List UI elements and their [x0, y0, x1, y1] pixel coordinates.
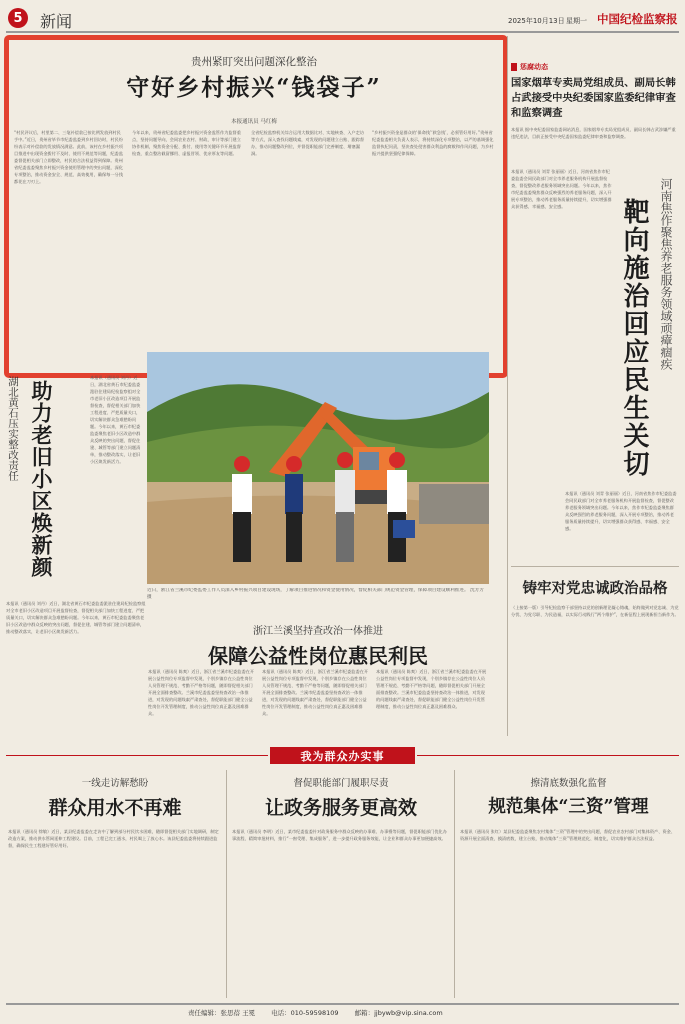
- section-label-box: [511, 62, 548, 72]
- banner-rule-right: [417, 755, 679, 756]
- section-label: 惩腐动态: [520, 63, 548, 71]
- bottom-3-headline: 规范集体“三资”管理: [488, 797, 649, 817]
- left-feature-kicker: 湖北黄石压实整改责任: [7, 376, 19, 481]
- middle-kicker: 浙江兰溪坚持查改治一体推进: [253, 626, 383, 637]
- right-news-headline: 国家烟草专卖局党组成员、副局长韩占武接受中央纪委国家监委纪律审查和监察调查: [511, 77, 676, 119]
- section-name: 新闻: [40, 12, 73, 31]
- footer-divider: [6, 1003, 679, 1005]
- bottom-2-body: 本报讯（通讯员 李明）近日，某市纪委监委针对政务服务中群众反映的办事难、办事慢等问题，督促职能部门优化办事流程、精简审批材料，推行“一窗受理、集成服务”，进一步提升政务服务效能，让企业和群众办事更加便捷高效。: [232, 829, 447, 841]
- bottom-3-body: 本报讯（通讯员 张红）某县纪委监委聚焦农村集体“三资”管理中的突出问题，督促农业农村部门对集体资产、资金、资源开展全面清查，摸清底数，建立台账，推动集体“三资”管理规范化、制度化，切实维护群众合法权益。: [460, 829, 676, 841]
- right-feature-body-2: 本报讯（通讯员 刘青 张丽丽）近日，河南省焦作市纪委监委会同民政部门对全市养老服务机构开展监督检查，督促整改养老服务领域突出问题。今年以来，焦作市纪委监委聚焦群众反映强烈的养老服务问题，深入开展专项整治，推动养老服务质量持续提升，切实增强群众获得感、幸福感、安全感。: [565, 491, 677, 531]
- bottom-1-kicker: 一线走访解愁盼: [81, 778, 149, 789]
- section-marker-icon: [511, 63, 517, 71]
- banner-box: [270, 747, 415, 764]
- right-column-break: [511, 566, 679, 567]
- issue-date: 2025年10月13日: [508, 17, 565, 25]
- footer-line: [188, 1008, 443, 1017]
- bottom-2-kicker: 督促职能部门履职尽责: [293, 778, 389, 789]
- footer-editor: 责任编辑：张思蓓 王冕: [188, 1009, 256, 1017]
- construction-site-photo: [147, 352, 489, 584]
- right-column-headline: 铸牢对党忠诚政治品格: [522, 580, 668, 597]
- lead-body-col-2: 今年以来，贵州省纪委监委把乡村振兴资金监管作为监督重点，坚持问题导向，会同农业农村、财政、审计等部门建立协作机制，聚焦资金分配、拨付、使用等关键环节开展监督检查，重点整治截留挪用、虚报冒领、优亲厚友等问题。: [132, 130, 241, 156]
- footer-phone: 电话：010-59598109: [271, 1009, 339, 1017]
- photo-caption-text: 近日，浙江省兰溪市纪委监委工作人员深入乡村振兴项目建设现场，了解项目推进情况和资金使用情况，督促相关部门规范资金管理，保障项目建设顺利推进。: [147, 588, 469, 593]
- lead-body-col-4: “乡村振兴资金是群众的‘保命钱’‘救急钱’，必须管好用好。”贵州省纪委监委相关负责人表示，将持续深化专项整治，以严的基调强化监督执纪问责，坚决查处侵害群众利益的腐败和作风问题，为乡村振兴提供坚强纪律保障。: [372, 130, 494, 156]
- middle-body-col-2: 本报讯（通讯员 陈爽）近日，浙江省兰溪市纪委监委在开展公益性岗位专项监督中发现，个别乡镇存在公益性岗位人员管理不规范、考勤不严格等问题，随即督促相关部门开展全面排查整改。兰溪市纪委监委坚持查改治一体推进，对发现的问题线索严肃查处，督促职能部门健全公益性岗位开发管理制度，推动公益性岗位真正惠及困难群众。: [262, 669, 369, 716]
- right-column-body: （上接第一版）引导纪检监察干部坚持以党的创新理论凝心铸魂，始终做到对党忠诚、为党分忧、为党尽职、为民造福，以实际行动践行“两个维护”，在新征程上展现新担当新作为。: [511, 605, 679, 617]
- right-feature-headline: 靶向施治回应民生关切: [619, 198, 649, 478]
- lead-body-col-3: 全省纪检监察机关综合运用大数据比对、实地核查、入户走访等方式，深入查找问题线索，对发现的问题建立台账、跟踪督办，推动问题整改到位，并督促职能部门完善制度、堵塞漏洞。: [251, 130, 365, 156]
- lead-byline: 本报通讯员 马红梅: [231, 119, 277, 125]
- banner-title: 我为群众办实事: [300, 749, 385, 763]
- right-column-divider: [507, 36, 508, 736]
- photo-caption: [147, 588, 489, 610]
- lead-headline: 守好乡村振兴“钱袋子”: [126, 74, 382, 101]
- left-feature-body-2: 本报讯（通讯员 刘丹）近日，湖北省黄石市纪委监委派驻住建局纪检监察组对全市老旧小区改造项目开展监督检查，督促相关部门加快工程进度、严把质量关口，切实解决群众急难愁盼问题。今年以来，黄石市纪委监委聚焦老旧小区改造中群众反映的突出问题，督促住建、城管等部门建立问题清单，推动整改落实，让老旧小区焕发新活力。: [6, 601, 146, 634]
- bottom-1-headline: 群众用水不再难: [48, 797, 182, 819]
- page-number-badge: [8, 8, 28, 28]
- bottom-1-body: 本报讯（通讯员 徐敏）近日，某县纪委监委在走访中了解到部分村民饮水困难，随即督促相关部门实地调研，制定改造方案，推动供水管网延伸工程建设。目前，工程已完工通水，村民喝上了放心水。该县纪委监委将持续跟进监督，确保民生工程建好管好用好。: [8, 829, 219, 848]
- page-number: 5: [13, 10, 23, 26]
- lead-kicker: 贵州紧盯突出问题深化整治: [191, 56, 317, 68]
- banner-rule-left: [6, 755, 268, 756]
- lead-body-col-1: “村民评议后，村里第二、三笔补偿款已按比例发放到村民手中。”近日，贵州省毕节市纪委监委到乡村回访时，村民纷纷表示对补偿款的发放情况满意。此前，该村在乡村振兴项目推进中出现资金拨付不及时、使用不规范等问题，纪委监委督促相关部门立即整改，村民的合法权益得到保障。贵州省纪委监委聚焦乡村振兴资金使用管理中的突出问题，深化专项整治，推动资金安全、规范、高效使用，确保每一分钱都花在刀刃上。: [14, 130, 123, 184]
- left-feature-body-1: 本报讯（通讯员 刘丹）近日，湖北省黄石市纪委监委派驻住建局纪检监察组对全市老旧小区改造项目开展监督检查，督促相关部门加快工程进度、严把质量关口，切实解决群众急难愁盼问题。今年以来，黄石市纪委监委聚焦老旧小区改造中群众反映的突出问题，督促住建、城管等部门建立问题清单，推动整改落实，让老旧小区焕发新活力。: [90, 375, 141, 464]
- masthead: 中国纪检监察报: [597, 12, 678, 26]
- photo-credit: 沈芳芳 摄: [147, 588, 484, 600]
- right-news-body: 本报讯 据中央纪委国家监委网站消息，国家烟草专卖局党组成员、副局长韩占武涉嫌严重违纪违法，目前正接受中央纪委国家监委纪律审查和监察调查。: [511, 127, 676, 139]
- middle-body-col-1: 本报讯（通讯员 陈爽）近日，浙江省兰溪市纪委监委在开展公益性岗位专项监督中发现，个别乡镇存在公益性岗位人员管理不规范、考勤不严格等问题，随即督促相关部门开展全面排查整改。兰溪市纪委监委坚持查改治一体推进，对发现的问题线索严肃查处，督促职能部门健全公益性岗位开发管理制度，推动公益性岗位真正惠及困难群众。: [148, 669, 255, 716]
- highlight-box: [4, 35, 508, 378]
- bottom-3-kicker: 擦清底数强化监督: [530, 778, 607, 789]
- middle-headline: 保障公益性岗位惠民利民: [208, 644, 428, 668]
- right-feature-body-1: 本报讯（通讯员 刘青 张丽丽）近日，河南省焦作市纪委监委会同民政部门对全市养老服务机构开展监督检查，督促整改养老服务领域突出问题。今年以来，焦作市纪委监委聚焦群众反映强烈的养老服务问题，深入开展专项整治，推动养老服务质量持续提升，切实增强群众获得感、幸福感、安全感。: [511, 169, 612, 209]
- footer-email: 邮箱：jjbywb@vip.sina.com: [354, 1009, 443, 1017]
- issue-weekday: 星期一: [566, 17, 587, 25]
- left-feature-headline: 助力老旧小区焕新颜: [29, 380, 54, 578]
- header-divider: [6, 31, 679, 33]
- bottom-2-headline: 让政务服务更高效: [264, 797, 417, 819]
- middle-body-col-3: 本报讯（通讯员 陈爽）近日，浙江省兰溪市纪委监委在开展公益性岗位专项监督中发现，个别乡镇存在公益性岗位人员管理不规范、考勤不严格等问题，随即督促相关部门开展全面排查整改。兰溪市纪委监委坚持查改治一体推进，对发现的问题线索严肃查处，督促职能部门健全公益性岗位开发管理制度，推动公益性岗位真正惠及困难群众。: [376, 669, 487, 709]
- bottom-divider-2: [454, 770, 455, 998]
- right-feature-kicker: 河南焦作聚焦养老服务领域顽瘴痼疾: [659, 178, 673, 370]
- bottom-divider-1: [226, 770, 227, 998]
